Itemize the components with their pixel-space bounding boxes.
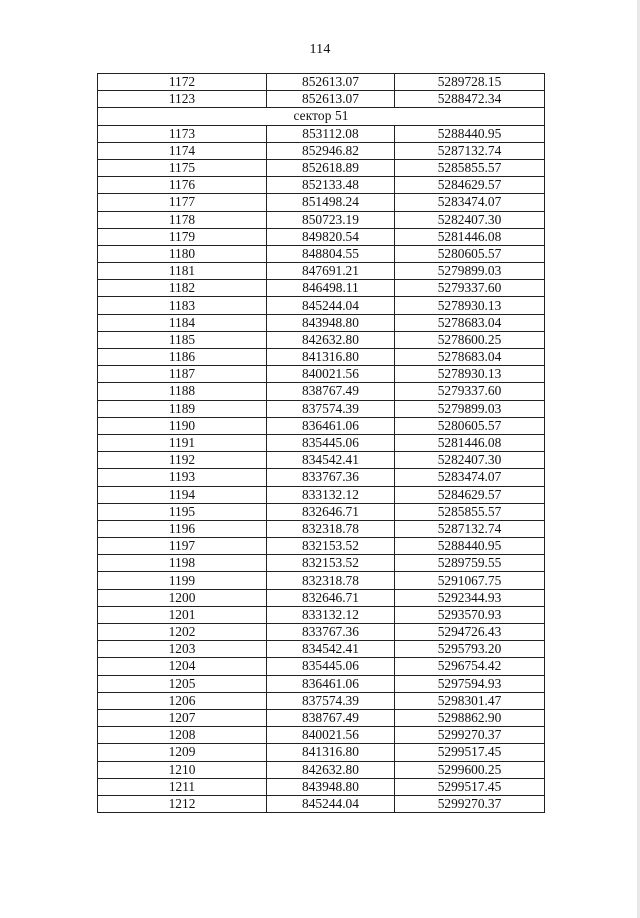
y-coordinate-cell: 5282407.30	[395, 452, 545, 469]
x-coordinate-cell: 849820.54	[267, 228, 395, 245]
table-row	[98, 641, 545, 658]
table-row	[98, 727, 545, 744]
y-coordinate-cell: 5279337.60	[395, 383, 545, 400]
point-number-cell: 1195	[98, 503, 267, 520]
point-number-cell: 1192	[98, 452, 267, 469]
table-row	[98, 349, 545, 366]
sector-label: сектор 51	[98, 108, 545, 125]
coordinates-table	[97, 73, 545, 813]
table-row	[98, 606, 545, 623]
x-coordinate-cell: 835445.06	[267, 434, 395, 451]
x-coordinate-cell: 838767.49	[267, 709, 395, 726]
point-number-cell: 1211	[98, 778, 267, 795]
table-row	[98, 486, 545, 503]
y-coordinate-cell: 5296754.42	[395, 658, 545, 675]
table-row	[98, 692, 545, 709]
table-row	[98, 245, 545, 262]
x-coordinate-cell: 832318.78	[267, 520, 395, 537]
table-row	[98, 778, 545, 795]
x-coordinate-cell: 832646.71	[267, 503, 395, 520]
y-coordinate-cell: 5278600.25	[395, 331, 545, 348]
x-coordinate-cell: 852613.07	[267, 91, 395, 108]
table-row	[98, 91, 545, 108]
table-row	[98, 211, 545, 228]
x-coordinate-cell: 832153.52	[267, 538, 395, 555]
x-coordinate-cell: 842632.80	[267, 331, 395, 348]
x-coordinate-cell: 847691.21	[267, 263, 395, 280]
point-number-cell: 1191	[98, 434, 267, 451]
y-coordinate-cell: 5282407.30	[395, 211, 545, 228]
point-number-cell: 1172	[98, 74, 267, 91]
y-coordinate-cell: 5288440.95	[395, 538, 545, 555]
point-number-cell: 1185	[98, 331, 267, 348]
table-row	[98, 74, 545, 91]
x-coordinate-cell: 845244.04	[267, 297, 395, 314]
table-row	[98, 177, 545, 194]
table-row	[98, 297, 545, 314]
x-coordinate-cell: 838767.49	[267, 383, 395, 400]
point-number-cell: 1201	[98, 606, 267, 623]
page-number: 114	[309, 42, 331, 57]
y-coordinate-cell: 5285855.57	[395, 159, 545, 176]
point-number-cell: 1181	[98, 263, 267, 280]
x-coordinate-cell: 840021.56	[267, 366, 395, 383]
x-coordinate-cell: 848804.55	[267, 245, 395, 262]
point-number-cell: 1183	[98, 297, 267, 314]
y-coordinate-cell: 5278683.04	[395, 349, 545, 366]
y-coordinate-cell: 5280605.57	[395, 245, 545, 262]
point-number-cell: 1174	[98, 142, 267, 159]
table-row	[98, 469, 545, 486]
table-row	[98, 520, 545, 537]
x-coordinate-cell: 832646.71	[267, 589, 395, 606]
point-number-cell: 1199	[98, 572, 267, 589]
x-coordinate-cell: 832153.52	[267, 555, 395, 572]
y-coordinate-cell: 5288472.34	[395, 91, 545, 108]
point-number-cell: 1182	[98, 280, 267, 297]
point-number-cell: 1207	[98, 709, 267, 726]
table-row	[98, 744, 545, 761]
x-coordinate-cell: 837574.39	[267, 692, 395, 709]
point-number-cell: 1205	[98, 675, 267, 692]
y-coordinate-cell: 5281446.08	[395, 434, 545, 451]
x-coordinate-cell: 842632.80	[267, 761, 395, 778]
y-coordinate-cell: 5288440.95	[395, 125, 545, 142]
point-number-cell: 1188	[98, 383, 267, 400]
y-coordinate-cell: 5284629.57	[395, 486, 545, 503]
point-number-cell: 1193	[98, 469, 267, 486]
table-row	[98, 452, 545, 469]
x-coordinate-cell: 834542.41	[267, 452, 395, 469]
point-number-cell: 1175	[98, 159, 267, 176]
point-number-cell: 1184	[98, 314, 267, 331]
x-coordinate-cell: 852613.07	[267, 74, 395, 91]
x-coordinate-cell: 836461.06	[267, 417, 395, 434]
y-coordinate-cell: 5289728.15	[395, 74, 545, 91]
point-number-cell: 1200	[98, 589, 267, 606]
point-number-cell: 1196	[98, 520, 267, 537]
y-coordinate-cell: 5278930.13	[395, 366, 545, 383]
point-number-cell: 1210	[98, 761, 267, 778]
x-coordinate-cell: 833767.36	[267, 469, 395, 486]
table-row	[98, 366, 545, 383]
y-coordinate-cell: 5299600.25	[395, 761, 545, 778]
point-number-cell: 1203	[98, 641, 267, 658]
x-coordinate-cell: 836461.06	[267, 675, 395, 692]
table-row	[98, 280, 545, 297]
table-row	[98, 572, 545, 589]
table-row	[98, 142, 545, 159]
point-number-cell: 1178	[98, 211, 267, 228]
x-coordinate-cell: 850723.19	[267, 211, 395, 228]
y-coordinate-cell: 5279899.03	[395, 400, 545, 417]
table-row	[98, 795, 545, 812]
table-row	[98, 331, 545, 348]
y-coordinate-cell: 5280605.57	[395, 417, 545, 434]
x-coordinate-cell: 845244.04	[267, 795, 395, 812]
x-coordinate-cell: 835445.06	[267, 658, 395, 675]
table-row	[98, 709, 545, 726]
x-coordinate-cell: 834542.41	[267, 641, 395, 658]
point-number-cell: 1198	[98, 555, 267, 572]
point-number-cell: 1123	[98, 91, 267, 108]
point-number-cell: 1173	[98, 125, 267, 142]
point-number-cell: 1180	[98, 245, 267, 262]
y-coordinate-cell: 5278930.13	[395, 297, 545, 314]
x-coordinate-cell: 840021.56	[267, 727, 395, 744]
x-coordinate-cell: 846498.11	[267, 280, 395, 297]
table-row	[98, 658, 545, 675]
x-coordinate-cell: 851498.24	[267, 194, 395, 211]
table-row	[98, 194, 545, 211]
x-coordinate-cell: 843948.80	[267, 778, 395, 795]
point-number-cell: 1190	[98, 417, 267, 434]
y-coordinate-cell: 5289759.55	[395, 555, 545, 572]
sector-header-row	[98, 108, 545, 125]
y-coordinate-cell: 5293570.93	[395, 606, 545, 623]
x-coordinate-cell: 833767.36	[267, 624, 395, 641]
x-coordinate-cell: 852946.82	[267, 142, 395, 159]
point-number-cell: 1209	[98, 744, 267, 761]
point-number-cell: 1194	[98, 486, 267, 503]
point-number-cell: 1212	[98, 795, 267, 812]
table-row	[98, 761, 545, 778]
y-coordinate-cell: 5279899.03	[395, 263, 545, 280]
x-coordinate-cell: 837574.39	[267, 400, 395, 417]
point-number-cell: 1189	[98, 400, 267, 417]
y-coordinate-cell: 5279337.60	[395, 280, 545, 297]
table-row	[98, 417, 545, 434]
point-number-cell: 1179	[98, 228, 267, 245]
table-row	[98, 675, 545, 692]
table-row	[98, 624, 545, 641]
y-coordinate-cell: 5298862.90	[395, 709, 545, 726]
point-number-cell: 1208	[98, 727, 267, 744]
y-coordinate-cell: 5287132.74	[395, 520, 545, 537]
table-row	[98, 589, 545, 606]
table-row	[98, 555, 545, 572]
point-number-cell: 1176	[98, 177, 267, 194]
table-row	[98, 400, 545, 417]
point-number-cell: 1204	[98, 658, 267, 675]
point-number-cell: 1186	[98, 349, 267, 366]
table-row	[98, 125, 545, 142]
y-coordinate-cell: 5278683.04	[395, 314, 545, 331]
y-coordinate-cell: 5284629.57	[395, 177, 545, 194]
y-coordinate-cell: 5299517.45	[395, 778, 545, 795]
table-row	[98, 434, 545, 451]
table-row	[98, 503, 545, 520]
y-coordinate-cell: 5283474.07	[395, 469, 545, 486]
y-coordinate-cell: 5287132.74	[395, 142, 545, 159]
y-coordinate-cell: 5295793.20	[395, 641, 545, 658]
x-coordinate-cell: 833132.12	[267, 486, 395, 503]
x-coordinate-cell: 833132.12	[267, 606, 395, 623]
y-coordinate-cell: 5298301.47	[395, 692, 545, 709]
y-coordinate-cell: 5299270.37	[395, 727, 545, 744]
point-number-cell: 1206	[98, 692, 267, 709]
y-coordinate-cell: 5283474.07	[395, 194, 545, 211]
y-coordinate-cell: 5299517.45	[395, 744, 545, 761]
y-coordinate-cell: 5297594.93	[395, 675, 545, 692]
coordinates-table-body	[98, 74, 545, 813]
y-coordinate-cell: 5292344.93	[395, 589, 545, 606]
x-coordinate-cell: 841316.80	[267, 349, 395, 366]
table-row	[98, 314, 545, 331]
point-number-cell: 1177	[98, 194, 267, 211]
y-coordinate-cell: 5291067.75	[395, 572, 545, 589]
table-row	[98, 383, 545, 400]
x-coordinate-cell: 852618.89	[267, 159, 395, 176]
y-coordinate-cell: 5281446.08	[395, 228, 545, 245]
point-number-cell: 1197	[98, 538, 267, 555]
y-coordinate-cell: 5299270.37	[395, 795, 545, 812]
x-coordinate-cell: 852133.48	[267, 177, 395, 194]
x-coordinate-cell: 843948.80	[267, 314, 395, 331]
table-row	[98, 228, 545, 245]
point-number-cell: 1187	[98, 366, 267, 383]
x-coordinate-cell: 853112.08	[267, 125, 395, 142]
x-coordinate-cell: 832318.78	[267, 572, 395, 589]
y-coordinate-cell: 5285855.57	[395, 503, 545, 520]
point-number-cell: 1202	[98, 624, 267, 641]
x-coordinate-cell: 841316.80	[267, 744, 395, 761]
y-coordinate-cell: 5294726.43	[395, 624, 545, 641]
table-row	[98, 159, 545, 176]
table-row	[98, 263, 545, 280]
table-row	[98, 538, 545, 555]
